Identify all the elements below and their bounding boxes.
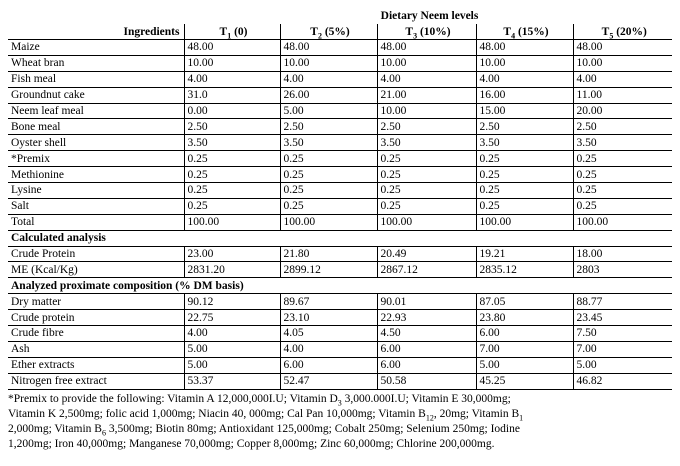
row-label: Ether extracts [8,357,184,373]
cell-value: 10.00 [573,55,672,71]
row-label: Crude protein [8,310,184,326]
cell-value: 2.50 [280,119,377,135]
cell-value: 4.00 [377,71,476,87]
row-label: Nitrogen free extract [8,373,184,389]
cell-value: 0.25 [476,198,573,214]
cell-value: 0.25 [377,198,476,214]
footnote-line-4: 1,200mg; Iron 40,000mg; Manganese 70,000mg; Copper 8,000mg; Zinc 60,000mg; Chlorine 200,000mg. [8,438,495,451]
cell-value: 0.25 [184,167,280,183]
cell-value: 0.25 [377,167,476,183]
table-body [8,8,672,389]
proximate-row [8,310,672,326]
treatment-level: (20%) [613,25,647,38]
footnote-line-2: Vitamin K 2,500mg; folic acid 1,000mg; Niacin 40, 000mg; Cal Pan 10,000mg; Vitamin $B_{12}$, 20mg; Vitamin $B_1$ [8,407,524,423]
cell-value: 31.0 [184,87,280,103]
row-label: ME (Kcal/Kg) [8,262,184,278]
cell-value: 3.50 [184,135,280,151]
treatment-subscript: 4 [511,30,516,40]
cell-value: 23.80 [476,310,573,326]
calculated-analysis-section-label: Calculated analysis [8,230,672,246]
cell-value: 50.58 [377,373,476,389]
cell-value: 0.25 [377,183,476,199]
premix-footnote [8,392,672,453]
cell-value: 6.00 [377,357,476,373]
cell-value: 0.25 [184,183,280,199]
cell-value: 20.00 [573,103,672,119]
cell-value: 4.00 [280,341,377,357]
cell-value: 23.45 [573,310,672,326]
cell-value: 45.25 [476,373,573,389]
proximate-row [8,357,672,373]
feed-composition-document [8,0,672,452]
treatment-level: (10%) [417,25,451,38]
footnote-line-3: 2,000mg; Vitamin $B_6$ 3,500mg; Biotin 80mg; Antioxidant 125,000mg; Cobalt 250mg; Selenium 250mg; Iodine [8,423,520,438]
row-label: Total [8,214,184,230]
cell-value: 10.00 [377,103,476,119]
cell-value: 100.00 [184,214,280,230]
proximate-row [8,294,672,310]
cell-value: 2.50 [377,119,476,135]
cell-value: 4.00 [573,71,672,87]
cell-value: 100.00 [573,214,672,230]
cell-value: 20.49 [377,246,476,262]
cell-value: 87.05 [476,294,573,310]
cell-value: 5.00 [573,357,672,373]
row-label: Methionine [8,167,184,183]
cell-value: 21.80 [280,246,377,262]
ingredients-header: Ingredients [8,24,184,40]
cell-value: 22.93 [377,310,476,326]
cell-value: 2.50 [184,119,280,135]
ingredient-row [8,40,672,56]
cell-value: 53.37 [184,373,280,389]
cell-value: 10.00 [476,55,573,71]
row-label: Fish meal [8,71,184,87]
treatment-level: (0) [231,25,248,38]
cell-value: 0.25 [184,198,280,214]
cell-value: 4.50 [377,326,476,342]
cell-value: 0.25 [476,151,573,167]
cell-value: 0.25 [280,151,377,167]
calculated-row [8,246,672,262]
row-label: Crude fibre [8,326,184,342]
ingredient-row [8,198,672,214]
cell-value: 52.47 [280,373,377,389]
ingredient-row [8,103,672,119]
cell-value: 90.12 [184,294,280,310]
cell-value: 0.25 [573,183,672,199]
ingredient-row [8,214,672,230]
cell-value: 0.25 [476,183,573,199]
treatment-subscript: 3 [413,30,418,40]
cell-value: 4.00 [476,71,573,87]
cell-value: 2803 [573,262,672,278]
cell-value: 10.00 [184,55,280,71]
cell-value: 19.21 [476,246,573,262]
calculated-analysis-section [8,230,672,246]
treatment-subscript: 1 [227,30,232,40]
ingredient-row [8,167,672,183]
cell-value: 22.75 [184,310,280,326]
row-label: Dry matter [8,294,184,310]
cell-value: 0.25 [377,151,476,167]
row-label: Crude Protein [8,246,184,262]
calculated-row [8,262,672,278]
treatment-header [573,24,672,40]
ingredient-row [8,151,672,167]
treatment-base: T [503,25,512,38]
treatment-subscript: 2 [317,30,322,40]
ingredient-row [8,119,672,135]
treatment-level: (5%) [321,25,350,38]
treatment-level: (15%) [515,25,549,38]
ingredient-row [8,71,672,87]
treatment-base: T [310,25,318,38]
treatment-header [476,24,573,40]
cell-value: 48.00 [377,40,476,56]
row-label: *Premix [8,151,184,167]
treatment-base: T [219,25,228,38]
cell-value: 3.50 [377,135,476,151]
cell-value: 0.25 [476,167,573,183]
group-header: Dietary Neem levels [380,10,479,22]
row-label: Bone meal [8,119,184,135]
cell-value: 10.00 [280,55,377,71]
row-label: Ash [8,341,184,357]
column-header-row [8,24,672,40]
row-label: Maize [8,40,184,56]
ingredient-row [8,183,672,199]
cell-value: 100.00 [476,214,573,230]
cell-value: 7.50 [573,326,672,342]
cell-value: 48.00 [476,40,573,56]
row-label: Salt [8,198,184,214]
cell-value: 15.00 [476,103,573,119]
group-header-spacer [8,8,184,24]
cell-value: 2831.20 [184,262,280,278]
treatment-subscript: 5 [609,30,614,40]
cell-value: 100.00 [280,214,377,230]
cell-value: 48.00 [280,40,377,56]
cell-value: 26.00 [280,87,377,103]
cell-value: 48.00 [573,40,672,56]
ingredient-row [8,55,672,71]
cell-value: 5.00 [184,357,280,373]
ingredient-row [8,87,672,103]
cell-value: 2899.12 [280,262,377,278]
cell-value: 0.25 [573,198,672,214]
treatment-header [280,24,377,40]
cell-value: 16.00 [476,87,573,103]
cell-value: 0.25 [573,151,672,167]
proximate-row [8,341,672,357]
cell-value: 3.50 [573,135,672,151]
cell-value: 0.25 [280,198,377,214]
cell-value: 2.50 [573,119,672,135]
cell-value: 2867.12 [377,262,476,278]
cell-value: 2.50 [476,119,573,135]
cell-value: 6.00 [377,341,476,357]
treatment-header [184,24,280,40]
cell-value: 90.01 [377,294,476,310]
cell-value: 6.00 [280,357,377,373]
cell-value: 23.00 [184,246,280,262]
cell-value: 4.00 [184,71,280,87]
cell-value: 6.00 [476,326,573,342]
cell-value: 7.00 [573,341,672,357]
cell-value: 5.00 [280,103,377,119]
cell-value: 4.05 [280,326,377,342]
cell-value: 23.10 [280,310,377,326]
cell-value: 89.67 [280,294,377,310]
treatment-header [377,24,476,40]
proximate-row [8,326,672,342]
cell-value: 3.50 [476,135,573,151]
row-label: Wheat bran [8,55,184,71]
cell-value: 46.82 [573,373,672,389]
cell-value: 0.25 [573,167,672,183]
treatment-base: T [405,25,414,38]
proximate-row [8,373,672,389]
row-label: Oyster shell [8,135,184,151]
cell-value: 0.00 [184,103,280,119]
diet-composition-table [8,8,672,390]
proximate-composition-section-label: Analyzed proximate composition (% DM basis) [8,278,672,294]
row-label: Groundnut cake [8,87,184,103]
cell-value: 0.25 [280,183,377,199]
row-label: Lysine [8,183,184,199]
footnote-line-1: *Premix to provide the following: Vitamin A 12,000,000I.U; Vitamin $D_3$ 3,000.000I.U; Vitamin E 30,000mg; [8,392,511,407]
ingredient-row [8,135,672,151]
cell-value: 48.00 [184,40,280,56]
cell-value: 0.25 [280,167,377,183]
proximate-composition-section [8,278,672,294]
cell-value: 11.00 [573,87,672,103]
cell-value: 5.00 [184,341,280,357]
cell-value: 2835.12 [476,262,573,278]
cell-value: 3.50 [280,135,377,151]
cell-value: 4.00 [184,326,280,342]
cell-value: 21.00 [377,87,476,103]
cell-value: 4.00 [280,71,377,87]
cell-value: 7.00 [476,341,573,357]
cell-value: 10.00 [377,55,476,71]
group-header-row [8,8,672,24]
row-label: Neem leaf meal [8,103,184,119]
cell-value: 100.00 [377,214,476,230]
cell-value: 5.00 [476,357,573,373]
treatment-base: T [601,25,610,38]
cell-value: 18.00 [573,246,672,262]
cell-value: 88.77 [573,294,672,310]
cell-value: 0.25 [184,151,280,167]
